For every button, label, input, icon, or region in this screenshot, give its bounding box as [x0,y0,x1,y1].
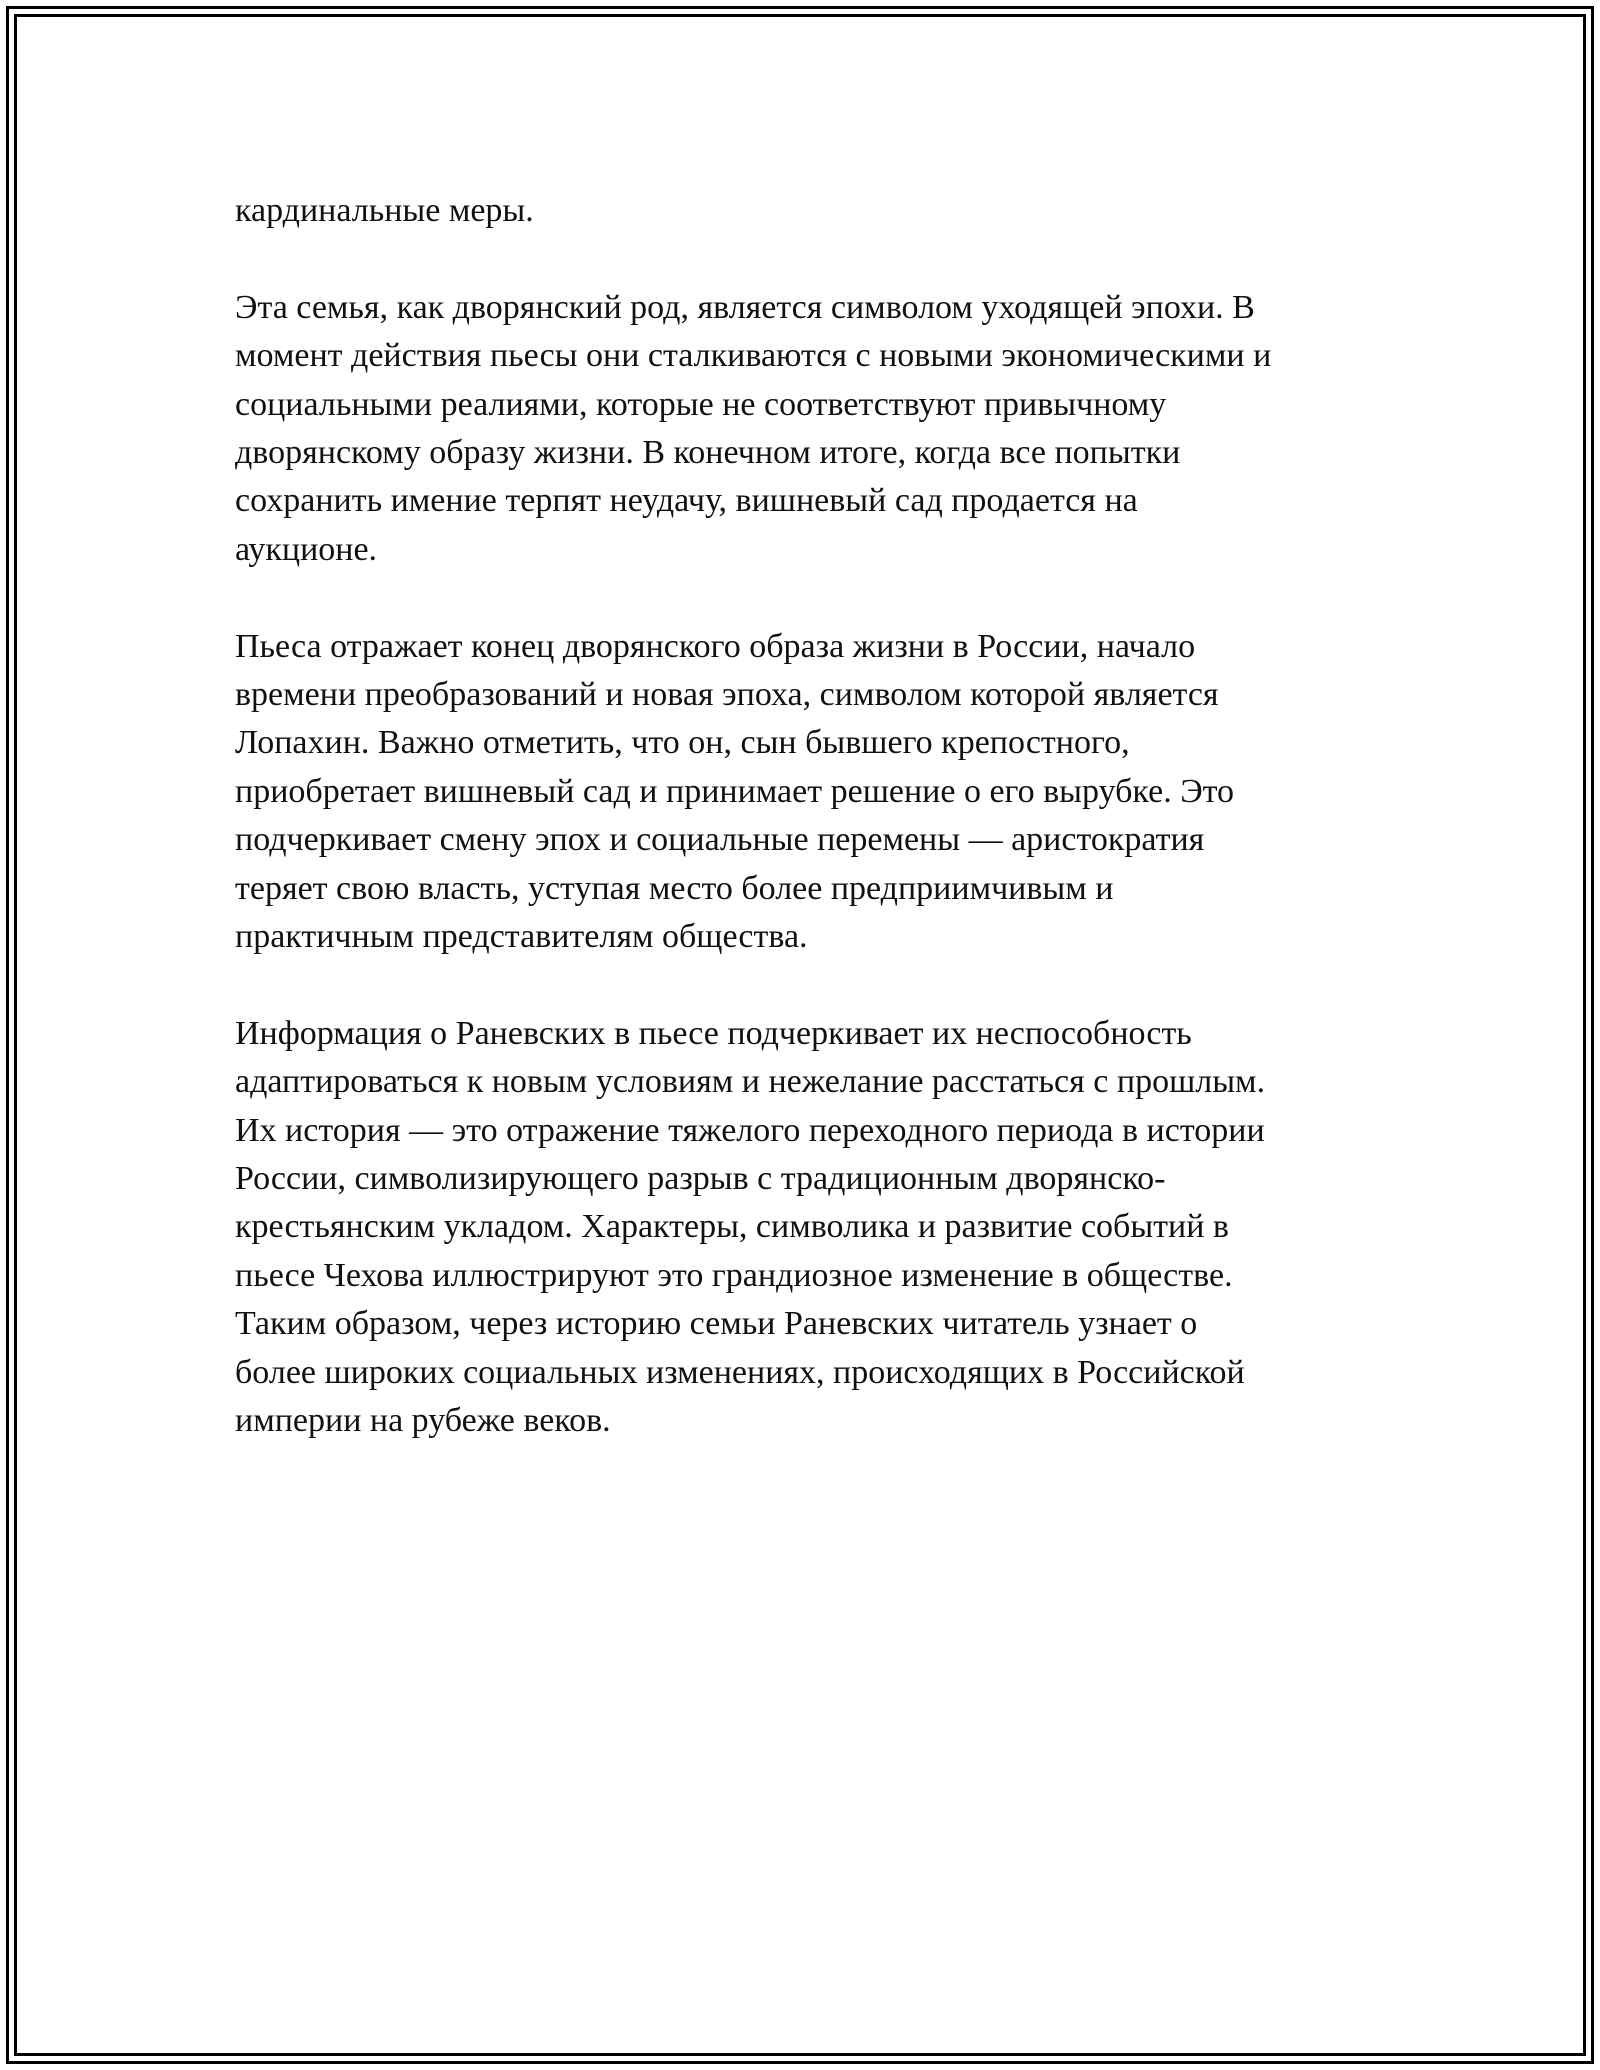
text-line: практичным представителям общества. [235,918,808,956]
text-line: теряет свою власть, уступая место более предприимчивым и [235,869,1114,907]
text-line: Их история — это отражение тяжелого переходного периода в истории [235,1111,1265,1149]
text-line: момент действия пьесы они сталкиваются с новыми экономическими и [235,337,1272,375]
document-body [235,187,1385,1494]
text-line: приобретает вишневый сад и принимает решение о его вырубке. Это [235,772,1235,810]
text-line: Пьеса отражает конец дворянского образа жизни в России, начало [235,627,1196,665]
text-line: Информация о Раневских в пьесе подчеркивает их неспособность [235,1014,1192,1052]
text-line: аукционе. [235,530,378,568]
paragraph-3 [235,623,1385,962]
text-line: подчеркивает смену эпох и социальные перемены — аристократия [235,821,1205,859]
text-line: Лопахин. Важно отметить, что он, сын бывшего крепостного, [235,724,1130,762]
paragraph-4 [235,1010,1385,1446]
text-line: России, символизирующего разрыв с традиционным дворянско- [235,1160,1166,1198]
text-line: дворянскому образу жизни. В конечном итоге, когда все попытки [235,434,1181,472]
text-line: Таким образом, через историю семьи Раневских читатель узнает о [235,1305,1198,1343]
text-line: более широких социальных изменениях, происходящих в Российской [235,1353,1245,1391]
paragraph-2 [235,284,1385,574]
text-line: крестьянским укладом. Характеры, символика и развитие событий в [235,1208,1229,1246]
paragraph-1 [235,187,1385,235]
text-line: сохранить имение терпят неудачу, вишневый сад продается на [235,482,1138,520]
text-line: Эта семья, как дворянский род, является символом уходящей эпохи. В [235,288,1255,326]
text-line: империи на рубеже веков. [235,1402,611,1440]
text-line: социальными реалиями, которые не соответствуют привычному [235,385,1167,423]
text-line: пьесе Чехова иллюстрируют это грандиозное изменение в обществе. [235,1256,1233,1294]
text-line: адаптироваться к новым условиям и нежелание расстаться с прошлым. [235,1063,1266,1101]
text-line: времени преобразований и новая эпоха, символом которой является [235,676,1219,714]
text-line: кардинальные меры. [235,192,534,229]
